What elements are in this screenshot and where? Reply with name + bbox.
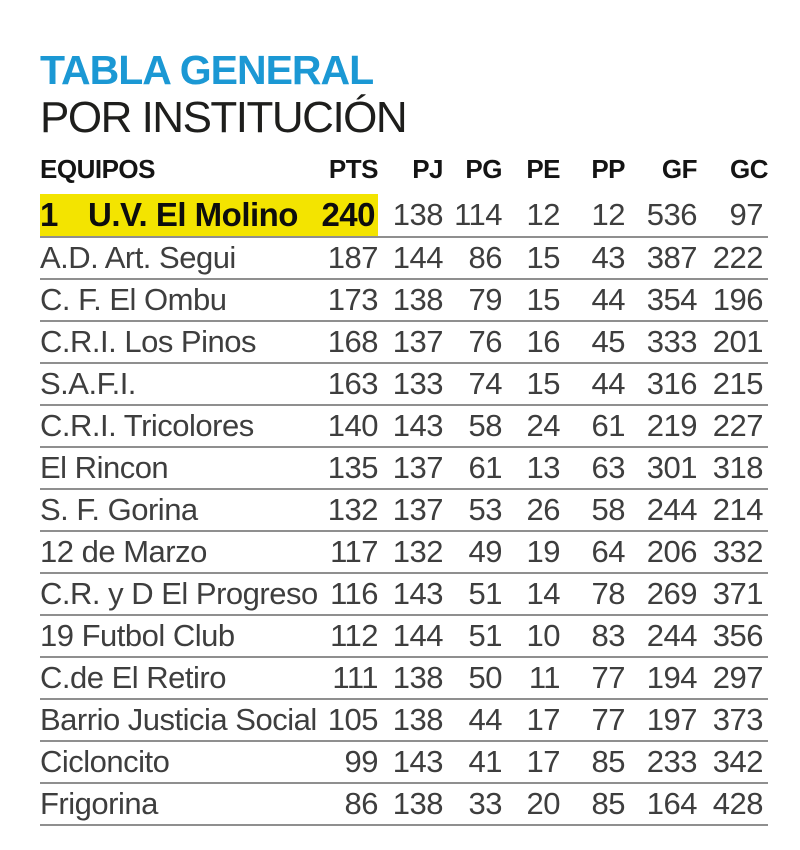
table-row [40,237,768,279]
pe-cell: 17 [526,744,560,779]
header-gf: GF [661,154,697,184]
pj-cell: 144 [392,618,443,653]
pj-cell: 143 [392,744,443,779]
team-cell: Barrio Justicia Social [40,702,317,737]
pts-cell: 140 [327,408,378,443]
table-row [40,741,768,783]
pts-cell: 135 [327,450,378,485]
pp-cell: 77 [591,702,625,737]
gc-cell: 97 [729,197,763,232]
gf-cell: 333 [646,324,697,359]
pj-cell: 144 [392,240,443,275]
team-cell: 19 Futbol Club [40,618,235,653]
gc-cell: 201 [712,324,763,359]
pts-cell: 116 [330,576,378,611]
pts-cell: 105 [327,702,378,737]
gf-cell: 316 [646,366,697,401]
pp-cell: 77 [591,660,625,695]
pg-cell: 61 [468,450,502,485]
header-equipos: EQUIPOS [40,154,155,184]
pj-cell: 138 [392,282,443,317]
pp-cell: 44 [591,282,625,317]
pts-cell: 168 [327,324,378,359]
gc-cell: 342 [712,744,763,779]
title-block [40,47,407,142]
table-row [40,657,768,699]
table-header-row [40,150,768,194]
pts-cell: 112 [330,618,378,653]
pts-cell: 132 [327,492,378,527]
pp-cell: 85 [591,786,625,821]
page-title: TABLA GENERAL [40,47,374,93]
gf-cell: 233 [646,744,697,779]
pts-cell: 187 [327,240,378,275]
team-cell: El Rincon [40,450,169,485]
pg-cell: 50 [468,660,502,695]
team-cell: A.D. Art. Segui [40,240,236,275]
pts-cell: 117 [330,534,378,569]
pj-cell: 137 [392,492,443,527]
table-row [40,447,768,489]
pe-cell: 20 [526,786,560,821]
gc-cell: 214 [712,492,763,527]
pe-cell: 15 [526,282,560,317]
team-cell: C.R.I. Tricolores [40,408,254,443]
pp-cell: 45 [591,324,625,359]
pp-cell: 43 [591,240,625,275]
gc-cell: 428 [712,786,763,821]
gf-cell: 244 [646,618,697,653]
pg-cell: 74 [468,366,502,401]
pg-cell: 79 [468,282,502,317]
leader-team-name: U.V. El Molino [88,196,298,233]
pp-cell: 61 [591,408,625,443]
gc-cell: 297 [712,660,763,695]
pts-cell: 111 [332,660,378,695]
pts-cell: 99 [344,744,378,779]
pj-cell: 138 [392,660,443,695]
pts-cell: 173 [327,282,378,317]
pp-cell: 58 [591,492,625,527]
pe-cell: 26 [526,492,560,527]
pp-cell: 12 [591,197,625,232]
pj-cell: 138 [392,786,443,821]
pe-cell: 15 [526,240,560,275]
team-cell: S. F. Gorina [40,492,198,527]
pj-cell: 138 [392,197,443,232]
standings-table [40,150,768,826]
header-pe: PE [526,154,560,184]
pg-cell: 41 [468,744,502,779]
gc-cell: 227 [712,408,763,443]
table-row [40,573,768,615]
pe-cell: 10 [526,618,560,653]
pp-cell: 63 [591,450,625,485]
gf-cell: 194 [646,660,697,695]
gf-cell: 536 [646,197,697,232]
table-row [40,783,768,825]
table-row [40,363,768,405]
leader-rank: 1 [40,196,58,233]
pe-cell: 14 [526,576,560,611]
pg-cell: 44 [468,702,502,737]
pj-cell: 143 [392,576,443,611]
gf-cell: 219 [646,408,697,443]
gf-cell: 244 [646,492,697,527]
pe-cell: 11 [528,660,560,695]
gc-cell: 222 [712,240,763,275]
team-cell: C.R.I. Los Pinos [40,324,256,359]
pg-cell: 53 [468,492,502,527]
pg-cell: 51 [468,618,502,653]
pp-cell: 64 [591,534,625,569]
gf-cell: 354 [646,282,697,317]
pp-cell: 85 [591,744,625,779]
leader-team-cell [40,194,315,237]
table-row [40,531,768,573]
header-pp: PP [591,154,625,184]
pe-cell: 16 [526,324,560,359]
pts-cell: 163 [327,366,378,401]
header-pj: PJ [412,154,443,184]
pg-cell: 58 [468,408,502,443]
table-row [40,321,768,363]
pe-cell: 19 [526,534,560,569]
gc-cell: 356 [712,618,763,653]
team-cell: Frigorina [40,786,158,821]
team-cell: 12 de Marzo [40,534,207,569]
pj-cell: 143 [392,408,443,443]
pg-cell: 114 [454,197,502,232]
team-cell: Cicloncito [40,744,170,779]
gf-cell: 206 [646,534,697,569]
gf-cell: 197 [646,702,697,737]
gf-cell: 164 [646,786,697,821]
table-row [40,615,768,657]
page-subtitle: POR INSTITUCIÓN [40,93,407,142]
pg-cell: 33 [468,786,502,821]
gf-cell: 301 [646,450,697,485]
team-cell: C. F. El Ombu [40,282,227,317]
pg-cell: 51 [468,576,502,611]
header-pg: PG [465,154,502,184]
gc-cell: 373 [712,702,763,737]
pj-cell: 137 [392,324,443,359]
gc-cell: 318 [712,450,763,485]
gc-cell: 196 [712,282,763,317]
gc-cell: 332 [712,534,763,569]
pe-cell: 24 [526,408,560,443]
header-pts: PTS [328,154,378,184]
table-row [40,699,768,741]
pts-cell: 240 [315,194,378,237]
gc-cell: 371 [712,576,763,611]
pp-cell: 83 [591,618,625,653]
pp-cell: 44 [591,366,625,401]
pe-cell: 12 [526,197,560,232]
pe-cell: 17 [526,702,560,737]
gf-cell: 269 [646,576,697,611]
pe-cell: 13 [526,450,560,485]
pts-cell: 86 [344,786,378,821]
pj-cell: 132 [392,534,443,569]
pj-cell: 138 [392,702,443,737]
table-row [40,405,768,447]
team-cell: C.de El Retiro [40,660,226,695]
pj-cell: 133 [392,366,443,401]
gc-cell: 215 [712,366,763,401]
leader-row [40,194,768,237]
pg-cell: 86 [468,240,502,275]
pe-cell: 15 [526,366,560,401]
pg-cell: 49 [468,534,502,569]
pj-cell: 137 [392,450,443,485]
team-cell: S.A.F.I. [40,366,136,401]
header-gc: GC [730,154,768,184]
pg-cell: 76 [468,324,502,359]
table-row [40,489,768,531]
gf-cell: 387 [646,240,697,275]
pp-cell: 78 [591,576,625,611]
team-cell: C.R. y D El Progreso [40,576,318,611]
table-row [40,279,768,321]
